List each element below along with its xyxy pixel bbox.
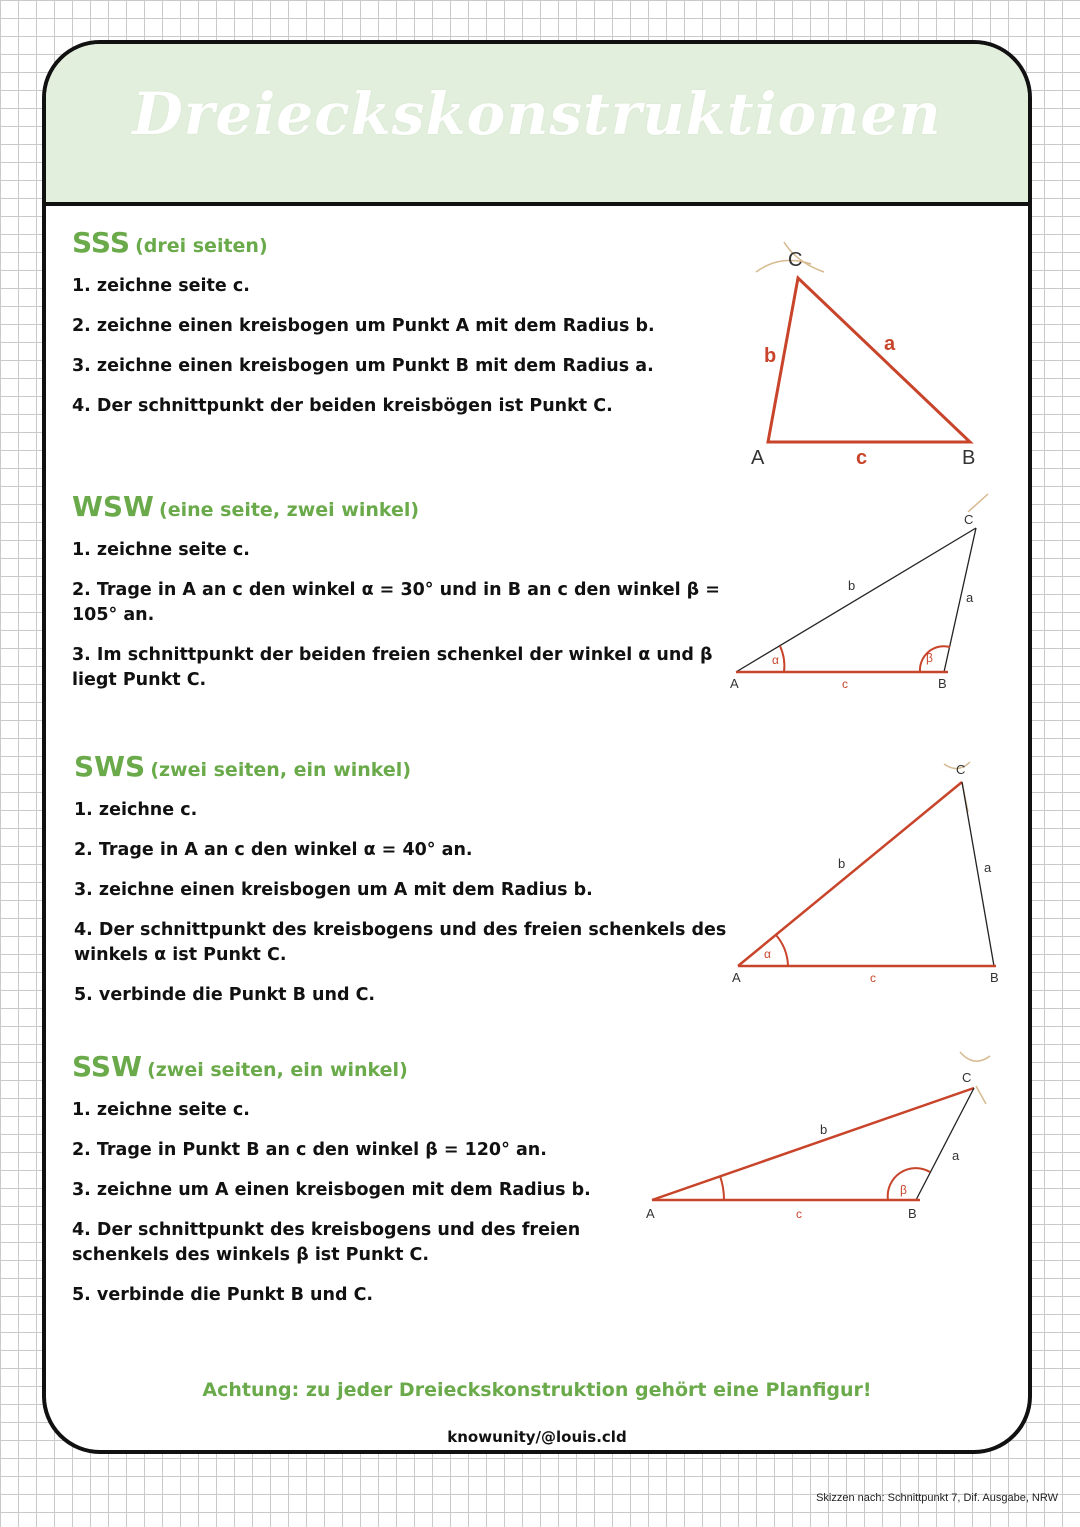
wsw-triangle-figure	[726, 492, 1006, 692]
ssw-triangle-figure	[640, 1046, 1000, 1226]
vertex-label-b: B	[908, 1206, 917, 1221]
construction-line	[976, 1086, 986, 1104]
side-label-c: c	[870, 971, 876, 985]
step: 3. Im schnittpunkt der beiden freien schenkel der winkel α und β liegt Punkt C.	[72, 645, 713, 690]
vertex-label-c: C	[956, 762, 966, 777]
section-abbr: SWS	[74, 750, 146, 783]
section-subtitle: (drei seiten)	[135, 235, 268, 257]
vertex-label-b: B	[962, 447, 976, 469]
section-heading	[72, 490, 732, 523]
step: 4. Der schnittpunkt des kreisbogens und des freien schenkels des winkels α ist Punkt C.	[74, 920, 727, 965]
side-b-line	[738, 782, 962, 966]
step: 1. zeichne c.	[74, 800, 198, 820]
section-abbr: SSS	[72, 226, 130, 259]
angle-label-alpha: α	[764, 947, 771, 961]
section-abbr: SSW	[72, 1050, 142, 1083]
planfigur-warning: Achtung: zu jeder Dreieckskonstruktion gehört eine Planfigur!	[202, 1379, 872, 1401]
step: 2. Trage in A an c den winkel α = 40° an.	[74, 840, 473, 860]
angle-arc-alpha	[780, 646, 784, 672]
section-heading	[72, 1050, 732, 1083]
step: 1. zeichne seite c.	[72, 540, 250, 560]
side-label-b: b	[820, 1122, 828, 1137]
page-title: Dreieckskonstruktionen	[132, 80, 942, 148]
step: 1. zeichne seite c.	[72, 1100, 250, 1120]
worksheet-card	[42, 40, 1032, 1454]
side-label-b: b	[848, 578, 856, 593]
construction-line	[968, 494, 988, 512]
vertex-label-c: C	[964, 512, 974, 527]
section-wsw	[72, 490, 732, 693]
step: 4. Der schnittpunkt des kreisbogens und des freien schenkels des winkels β ist Punkt C.	[72, 1220, 581, 1265]
angle-label-beta: β	[900, 1183, 907, 1197]
step: 4. Der schnittpunkt der beiden kreisbögen ist Punkt C.	[72, 396, 613, 416]
side-label-a: a	[984, 860, 992, 875]
section-ssw	[72, 1050, 732, 1308]
step: 3. zeichne um A einen kreisbogen mit dem Radius b.	[72, 1180, 591, 1200]
step: 5. verbinde die Punkt B und C.	[74, 985, 376, 1005]
vertex-label-c: C	[962, 1070, 972, 1085]
vertex-label-c: C	[788, 249, 803, 271]
construction-arc	[960, 1052, 990, 1061]
step: 2. Trage in A an c den winkel α = 30° und in B an c den winkel β = 105° an.	[72, 580, 720, 625]
side-label-c: c	[856, 447, 868, 469]
section-heading	[72, 226, 732, 259]
credit: knowunity/@louis.cld	[447, 1428, 627, 1446]
section-subtitle: (zwei seiten, ein winkel)	[147, 1059, 408, 1081]
source-footnote: Skizzen nach: Schnittpunkt 7, Dif. Ausgabe, NRW	[816, 1492, 1058, 1504]
section-sss	[72, 226, 732, 419]
vertex-label-a: A	[732, 970, 741, 985]
step: 2. zeichne einen kreisbogen um Punkt A mit dem Radius b.	[72, 316, 655, 336]
step: 5. verbinde die Punkt B und C.	[72, 1285, 374, 1305]
side-b-line	[652, 1088, 974, 1200]
step: 3. zeichne einen kreisbogen um Punkt B mit dem Radius a.	[72, 356, 654, 376]
section-abbr: WSW	[72, 490, 154, 523]
side-label-c: c	[796, 1207, 802, 1221]
side-label-b: b	[838, 856, 846, 871]
section-heading	[74, 750, 734, 783]
sss-triangle-figure	[736, 242, 996, 474]
vertex-label-a: A	[646, 1206, 655, 1221]
angle-arc-alpha	[720, 1176, 724, 1200]
vertex-label-b: B	[938, 676, 947, 691]
vertex-label-b: B	[990, 970, 999, 985]
side-label-a: a	[952, 1148, 960, 1163]
triangle-outline	[768, 278, 970, 442]
step: 3. zeichne einen kreisbogen um A mit dem Radius b.	[74, 880, 593, 900]
section-subtitle: (zwei seiten, ein winkel)	[150, 759, 411, 781]
vertex-label-a: A	[751, 447, 765, 469]
step: 1. zeichne seite c.	[72, 276, 250, 296]
angle-label-alpha: α	[772, 653, 779, 667]
step: 2. Trage in Punkt B an c den winkel β = 120° an.	[72, 1140, 547, 1160]
angle-label-beta: β	[926, 651, 933, 665]
title-banner	[46, 44, 1028, 206]
side-label-a: a	[884, 333, 896, 355]
side-b-line	[736, 528, 976, 672]
angle-arc-alpha	[776, 935, 788, 966]
side-label-b: b	[764, 345, 777, 367]
sws-triangle-figure	[726, 756, 1016, 991]
side-label-a: a	[966, 590, 974, 605]
section-subtitle: (eine seite, zwei winkel)	[159, 499, 420, 521]
section-sws	[74, 750, 734, 1008]
vertex-label-a: A	[730, 676, 739, 691]
side-label-c: c	[842, 677, 848, 691]
